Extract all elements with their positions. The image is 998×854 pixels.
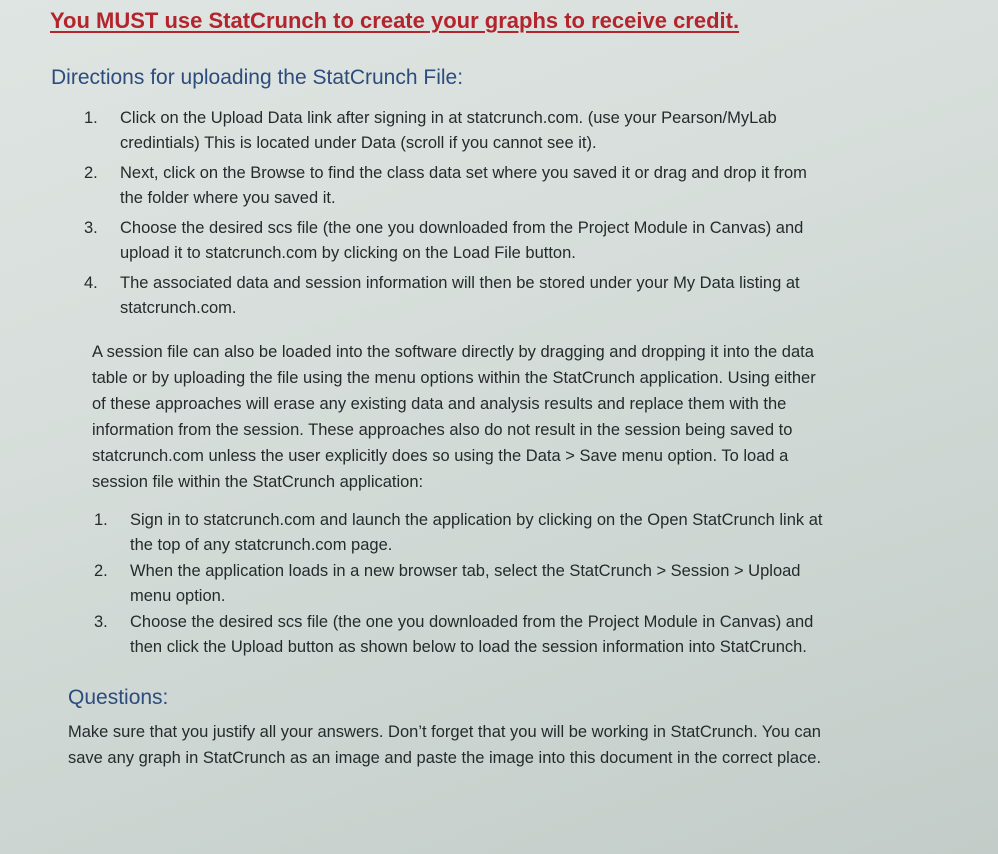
upload-directions-heading: Directions for uploading the StatCrunch File: xyxy=(51,66,464,89)
step-text-line: Choose the desired scs file (the one you downloaded from the Project Module in Canvas) and xyxy=(130,613,814,631)
session-file-paragraph xyxy=(92,339,816,495)
load-step xyxy=(94,559,822,609)
load-session-steps-list xyxy=(94,508,823,661)
step-text-line: the folder where you saved it. xyxy=(120,189,336,207)
step-text-line: credintials) This is located under Data (scroll if you cannot see it). xyxy=(120,134,597,152)
step-number: 3. xyxy=(94,613,108,631)
paragraph-line: session file within the StatCrunch application: xyxy=(92,473,424,491)
step-text-line: Click on the Upload Data link after signing in at statcrunch.com. (use your Pearson/MyLab xyxy=(120,109,777,127)
upload-steps-list xyxy=(84,106,807,326)
step-number: 3. xyxy=(84,219,98,237)
step-text-line: Next, click on the Browse to find the class data set where you saved it or drag and drop it from xyxy=(120,164,807,182)
step-text-line: upload it to statcrunch.com by clicking on the Load File button. xyxy=(120,244,576,262)
load-step xyxy=(94,508,823,558)
step-number: 4. xyxy=(84,274,98,292)
step-text-line: The associated data and session information will then be stored under your My Data listing at xyxy=(120,274,800,292)
step-text-line: Sign in to statcrunch.com and launch the application by clicking on the Open StatCrunch link at xyxy=(130,511,823,529)
page-title: You MUST use StatCrunch to create your graphs to receive credit. xyxy=(50,8,740,33)
step-number: 1. xyxy=(94,511,108,529)
paragraph-line: Make sure that you justify all your answers. Don’t forget that you will be working in StatCrunch. You can xyxy=(68,723,821,741)
paragraph-line: statcrunch.com unless the user explicitly does so using the Data > Save menu option. To load a xyxy=(92,447,789,465)
step-number: 2. xyxy=(84,164,98,182)
paragraph-line: save any graph in StatCrunch as an image and paste the image into this document in the correct place. xyxy=(68,749,822,767)
load-step xyxy=(94,610,822,660)
upload-step xyxy=(84,161,807,211)
questions-heading: Questions: xyxy=(68,686,169,709)
paragraph-line: of these approaches will erase any existing data and analysis results and replace them with the xyxy=(92,395,787,413)
step-text-line: Choose the desired scs file (the one you downloaded from the Project Module in Canvas) and xyxy=(120,219,804,237)
upload-step xyxy=(84,106,807,156)
paragraph-line: information from the session. These approaches also do not result in the session being saved to xyxy=(92,421,793,439)
questions-instructions xyxy=(68,719,821,771)
step-number: 1. xyxy=(84,109,98,127)
upload-step xyxy=(84,271,807,321)
step-text-line: then click the Upload button as shown below to load the session information into StatCrunch. xyxy=(130,638,807,656)
step-text-line: When the application loads in a new browser tab, select the StatCrunch > Session > Upload xyxy=(130,562,801,580)
upload-step xyxy=(84,216,807,266)
paragraph-line: table or by uploading the file using the menu options within the StatCrunch application. Using either xyxy=(92,369,816,387)
step-text-line: menu option. xyxy=(130,587,226,605)
step-text-line: the top of any statcrunch.com page. xyxy=(130,536,393,554)
step-number: 2. xyxy=(94,562,108,580)
paragraph-line: A session file can also be loaded into the software directly by dragging and dropping it into the data xyxy=(92,343,814,361)
step-text-line: statcrunch.com. xyxy=(120,299,237,317)
